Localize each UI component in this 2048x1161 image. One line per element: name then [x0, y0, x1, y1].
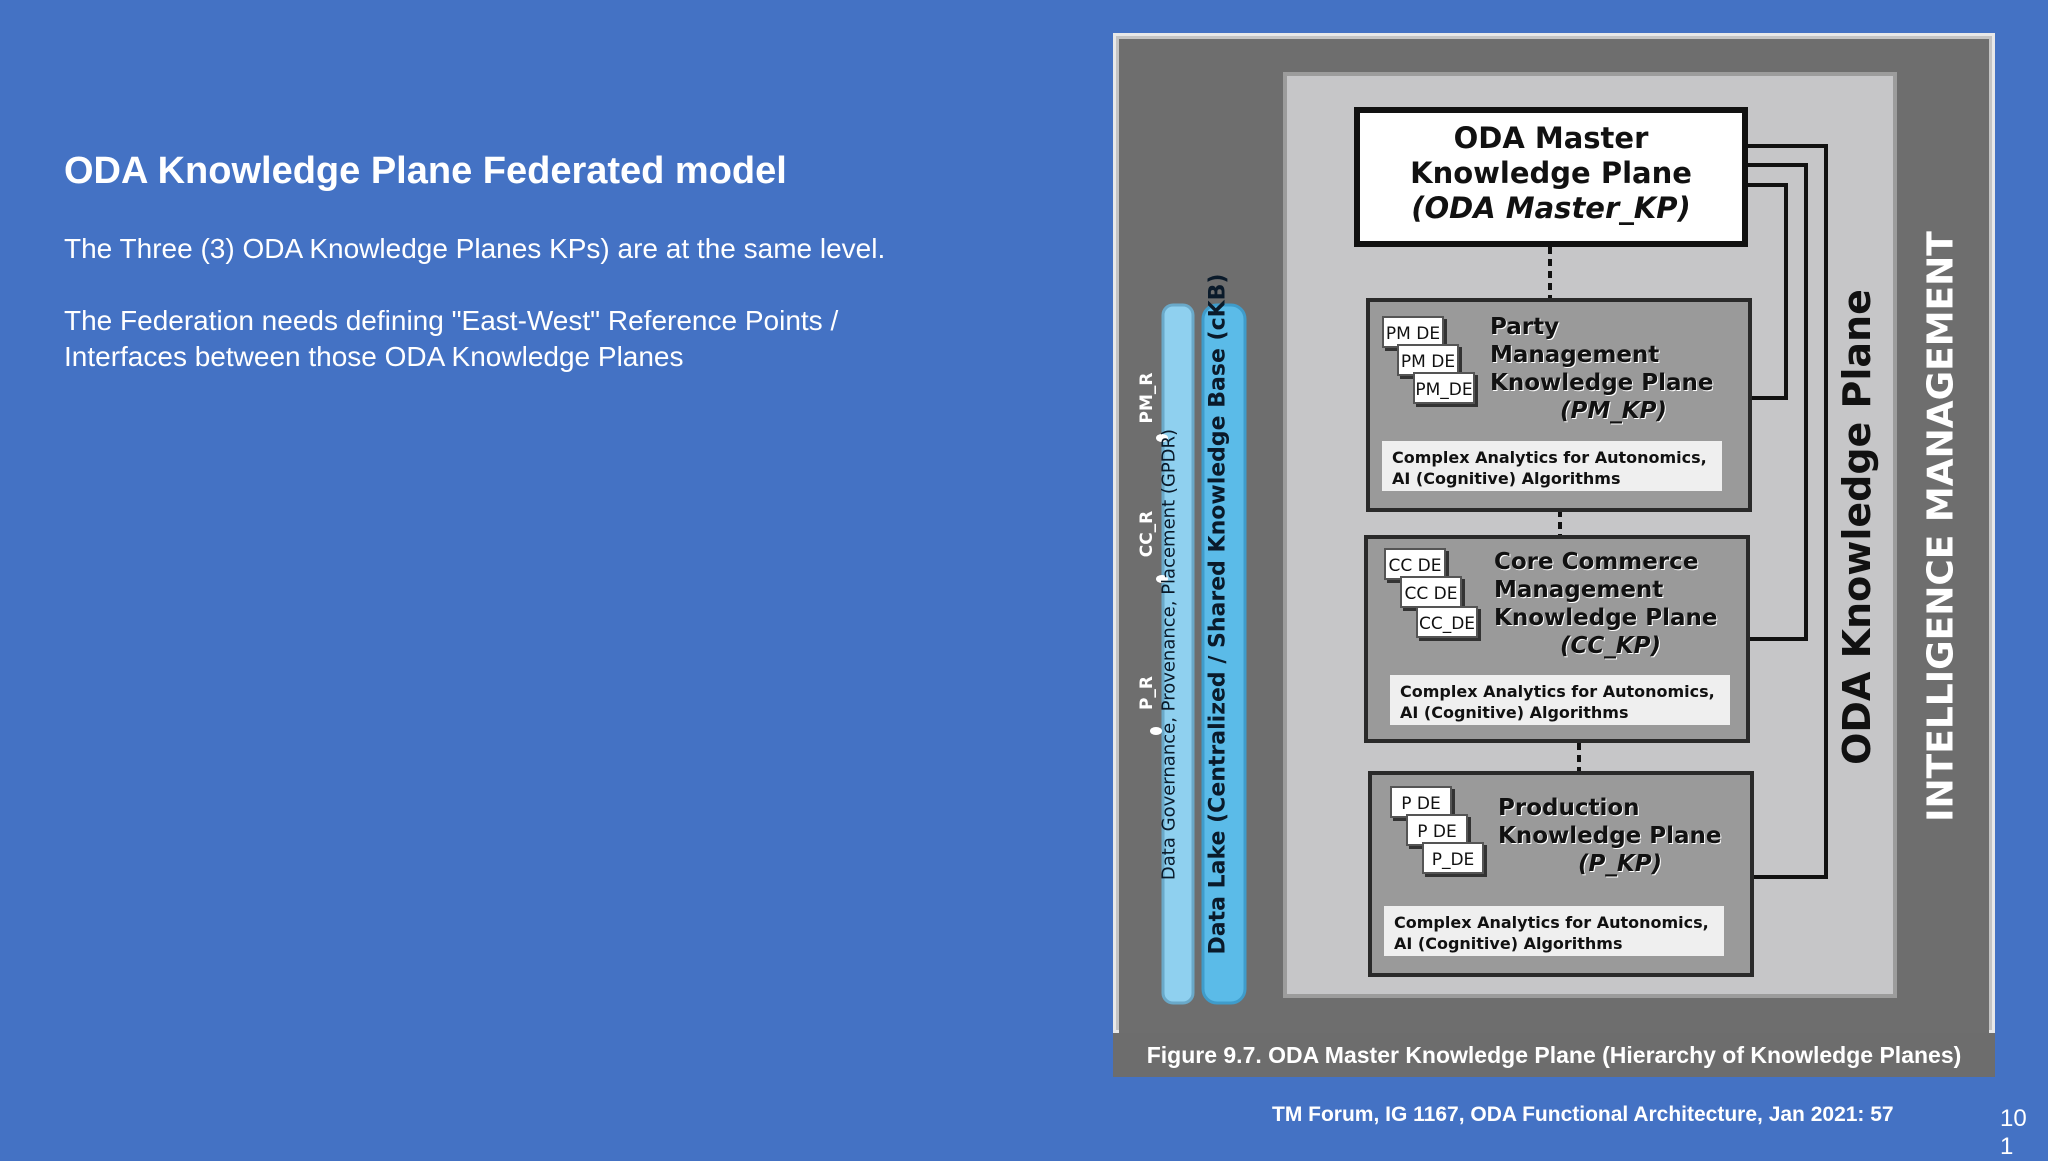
citation: TM Forum, IG 1167, ODA Functional Architecture, Jan 2021: 57 — [1272, 1103, 1894, 1126]
cc-analytics: Complex Analytics for Autonomics, AI (Cognitive) Algorithms — [1390, 675, 1730, 725]
pm-de-3: PM_DE — [1413, 372, 1475, 404]
page-number: 10 1 — [2000, 1105, 2027, 1160]
figure-caption: Figure 9.7. ODA Master Knowledge Plane (Hierarchy of Knowledge Planes) — [1113, 1033, 1995, 1077]
p-analytics: Complex Analytics for Autonomics, AI (Cognitive) Algorithms — [1384, 906, 1724, 956]
pm-analytics: Complex Analytics for Autonomics, AI (Cognitive) Algorithms — [1382, 441, 1722, 491]
pm-de-2: PM DE — [1397, 344, 1459, 376]
cc-de-2: CC DE — [1400, 576, 1462, 608]
pm-de-1: PM DE — [1382, 316, 1444, 348]
gpdr-label: Data Governance, Provenance, Placement (GPDR) — [1158, 428, 1180, 881]
pm-r-label: PM_R — [1137, 372, 1157, 424]
oda-kp-label: ODA Knowledge Plane — [1835, 289, 1879, 765]
slide-title: ODA Knowledge Plane Federated model — [64, 150, 787, 192]
master-kp-line1: ODA Master — [1453, 121, 1649, 155]
cc-de-1: CC DE — [1384, 548, 1446, 580]
p-de-1: P DE — [1390, 786, 1452, 818]
pm-kp-title: Party Management Knowledge Plane (PM_KP) — [1490, 314, 1714, 424]
master-kp-line2: Knowledge Plane — [1410, 156, 1692, 190]
p-de-3: P_DE — [1422, 842, 1484, 874]
p-kp-title: Production Knowledge Plane (P_KP) — [1498, 795, 1722, 877]
intelligence-label: INTELLIGENCE MANAGEMENT — [1920, 231, 1962, 822]
datalake-label: Data Lake (Centralized / Shared Knowledge Base (cKB) — [1205, 273, 1231, 955]
master-kp-line3: (ODA Master_KP) — [1411, 191, 1691, 225]
p-de-2: P DE — [1406, 814, 1468, 846]
cc-de-3: CC_DE — [1416, 606, 1478, 638]
cc-kp-title: Core Commerce Management Knowledge Plane (CC_KP) — [1494, 549, 1718, 659]
p-r-label: P_R — [1137, 675, 1157, 711]
federation-paragraph: The Federation needs defining "East-West" Reference Points / Interfaces between those ODA Knowledge Planes — [64, 305, 839, 372]
intro-paragraph: The Three (3) ODA Knowledge Planes KPs) are at the same level. — [64, 233, 886, 264]
cc-r-label: CC_R — [1137, 510, 1157, 558]
connector-cc — [1748, 165, 1806, 639]
connector-pm — [1748, 185, 1786, 398]
master-kp-box — [1354, 107, 1748, 247]
